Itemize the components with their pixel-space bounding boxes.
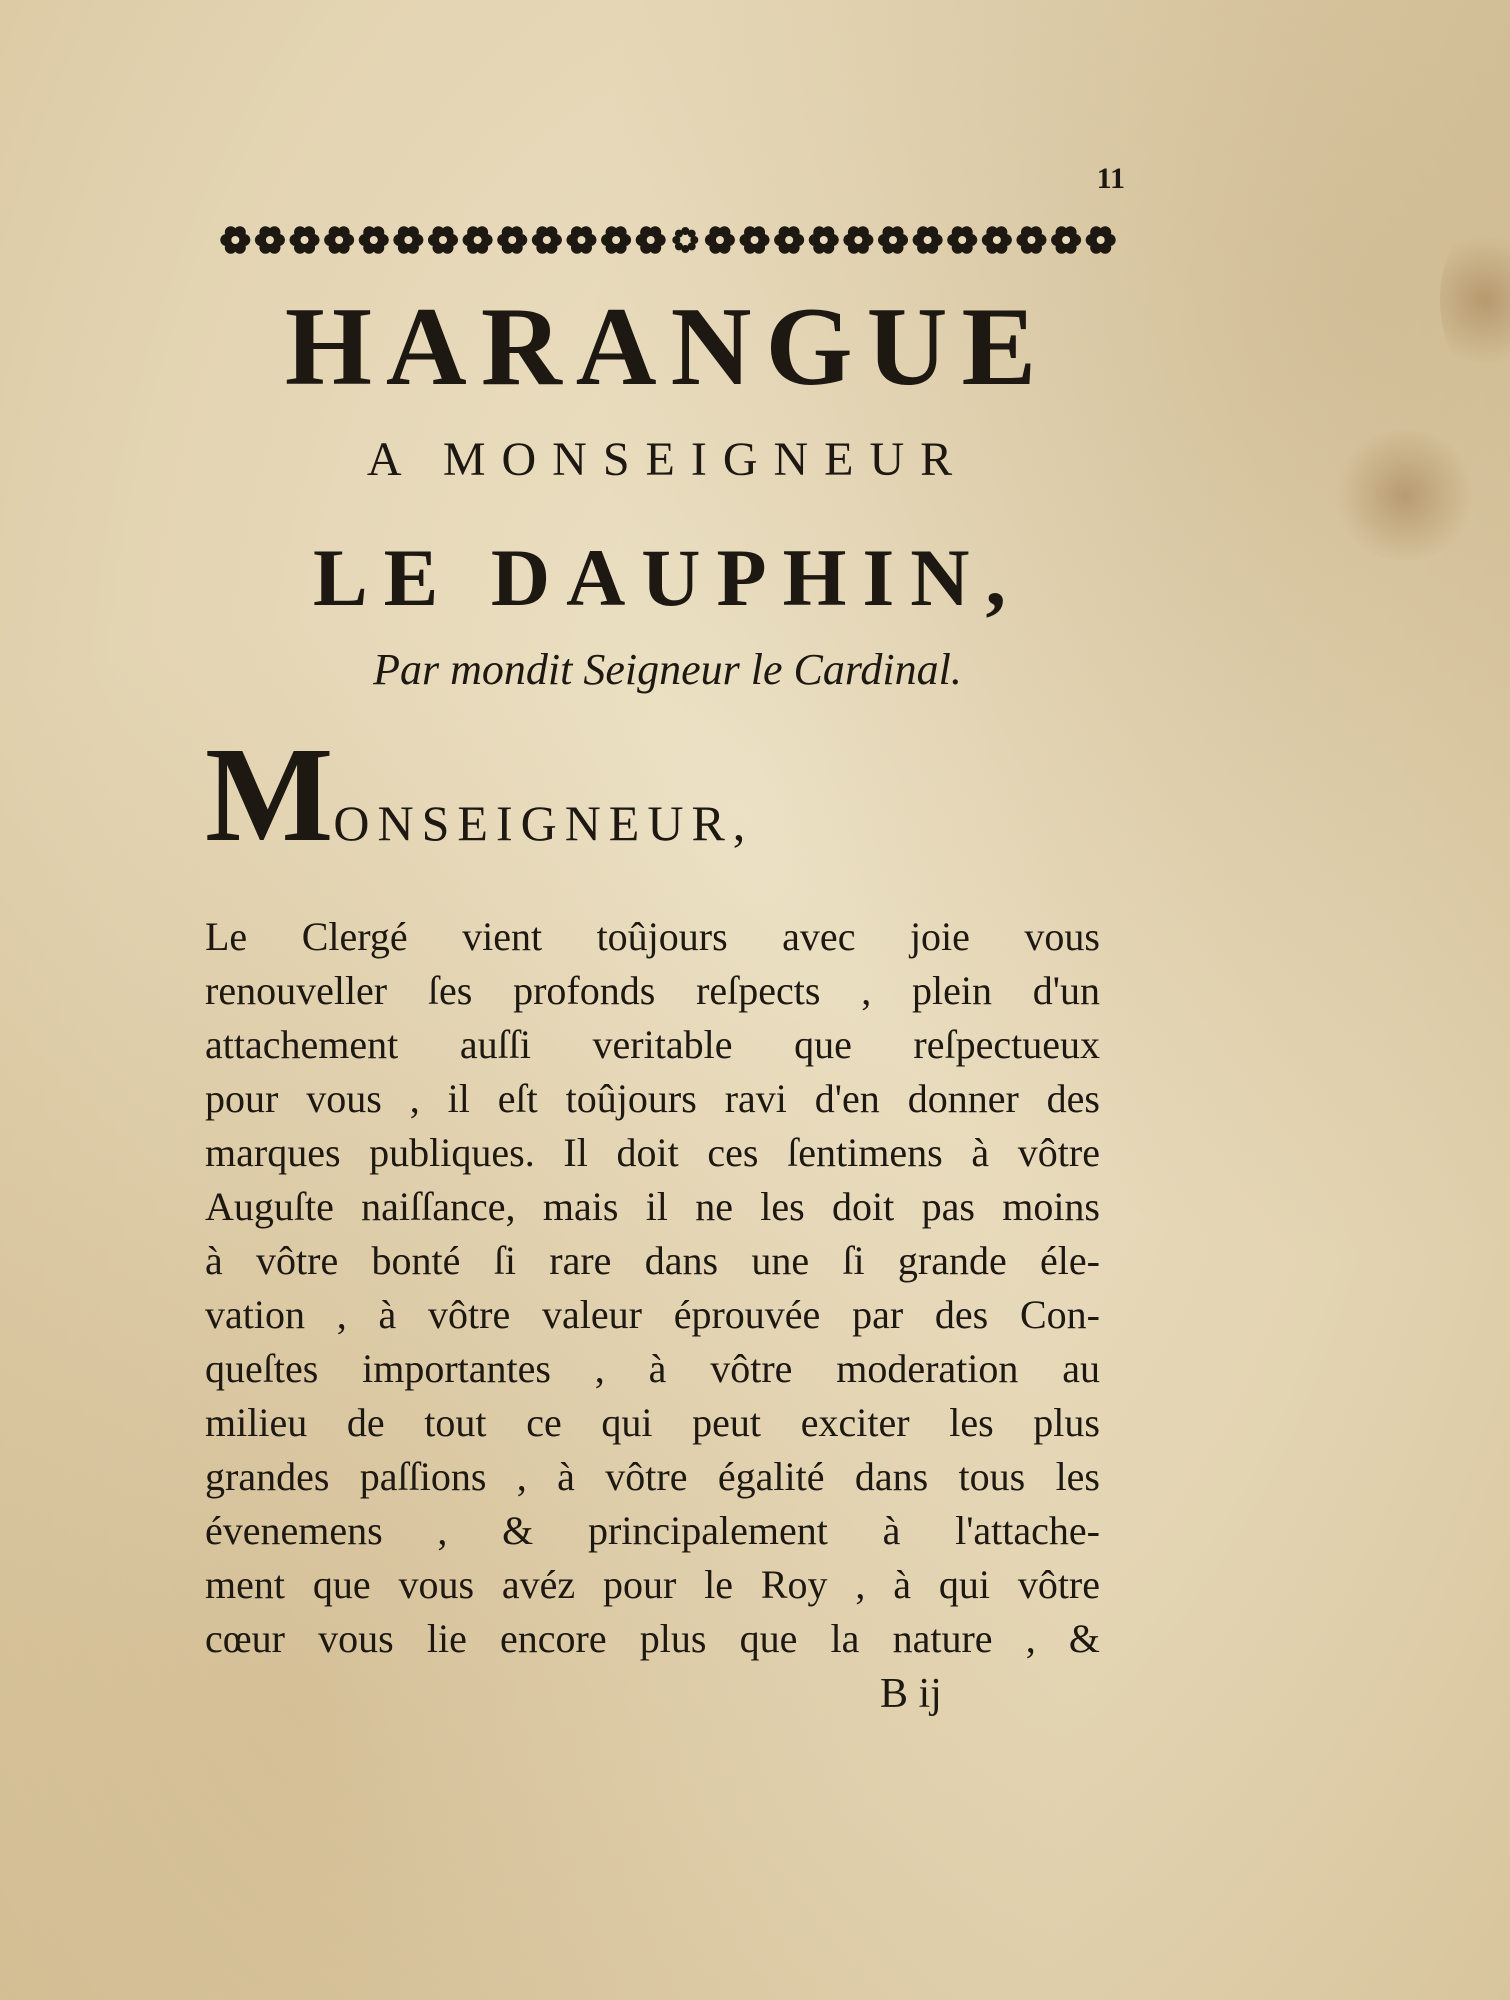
drop-cap: M	[205, 720, 334, 870]
body-line: pour vous , il eſt toûjours ravi d'en donner des	[205, 1076, 1100, 1121]
fleuron-icon	[324, 226, 354, 254]
fleuron-icon	[532, 226, 562, 254]
body-line: grandes paſſions , à vôtre égalité dans tous les	[205, 1454, 1100, 1499]
body-line: vation , à vôtre valeur éprouvée par des Con-	[205, 1292, 1100, 1337]
fleuron-icon	[566, 226, 596, 254]
title-le-dauphin: LE DAUPHIN,	[312, 532, 1023, 623]
fleuron-icon	[1086, 226, 1116, 254]
ornament-band	[218, 218, 1118, 262]
fleuron-icon	[809, 226, 839, 254]
fleuron-icon	[982, 226, 1012, 254]
fleuron-star-icon	[672, 227, 698, 253]
fleuron-icon	[463, 226, 493, 254]
subtitle: Par mondit Seigneur le Cardinal.	[373, 645, 962, 694]
body-line: milieu de tout ce qui peut exciter les plus	[205, 1400, 1100, 1445]
salutation-rest: ONSEIGNEUR,	[333, 795, 754, 851]
body-line: cœur vous lie encore plus que la nature , &	[205, 1616, 1100, 1661]
fleuron-icon	[359, 226, 389, 254]
fleuron-icon	[843, 226, 873, 254]
fleuron-icon	[740, 226, 770, 254]
title-harangue: HARANGUE	[284, 285, 1051, 409]
body-line: à vôtre bonté ſi rare dans une ſi grande éle-	[205, 1238, 1100, 1283]
body-line: évenemens , & principalement à l'attache-	[205, 1508, 1100, 1553]
fleuron-icon	[774, 226, 804, 254]
salutation	[205, 720, 1005, 896]
fleuron-icon	[705, 226, 735, 254]
signature-mark: B ij	[880, 1671, 942, 1717]
fleuron-icon	[878, 226, 908, 254]
water-stain	[1440, 220, 1510, 380]
body-line: marques publiques. Il doit ces ſentimens à vôtre	[205, 1130, 1100, 1175]
page-number: 11	[1096, 162, 1125, 195]
water-stain	[1330, 430, 1480, 560]
fleuron-icon	[290, 226, 320, 254]
body-line: renouveller ſes profonds reſpects , plein d'un	[205, 968, 1100, 1013]
fleuron-icon	[393, 226, 423, 254]
body-line: Le Clergé vient toûjours avec joie vous	[205, 914, 1100, 959]
body-line: ment que vous avéz pour le Roy , à qui vôtre	[205, 1562, 1100, 1607]
fleuron-icon	[1016, 226, 1046, 254]
fleuron-icon	[947, 226, 977, 254]
fleuron-icon	[913, 226, 943, 254]
fleuron-icon	[636, 226, 666, 254]
fleuron-icon	[1051, 226, 1081, 254]
fleuron-icon	[428, 226, 458, 254]
body-line: attachement auſſi veritable que reſpectueux	[205, 1022, 1100, 1067]
body-text	[205, 910, 1100, 1666]
fleuron-icon	[601, 226, 631, 254]
body-line: queſtes importantes , à vôtre moderation au	[205, 1346, 1100, 1391]
fleuron-icon	[220, 226, 250, 254]
fleuron-icon	[497, 226, 527, 254]
body-line: Auguſte naiſſance, mais il ne les doit pas moins	[205, 1184, 1100, 1229]
fleuron-icon	[255, 226, 285, 254]
title-a-monseigneur: A MONSEIGNEUR	[366, 433, 969, 486]
